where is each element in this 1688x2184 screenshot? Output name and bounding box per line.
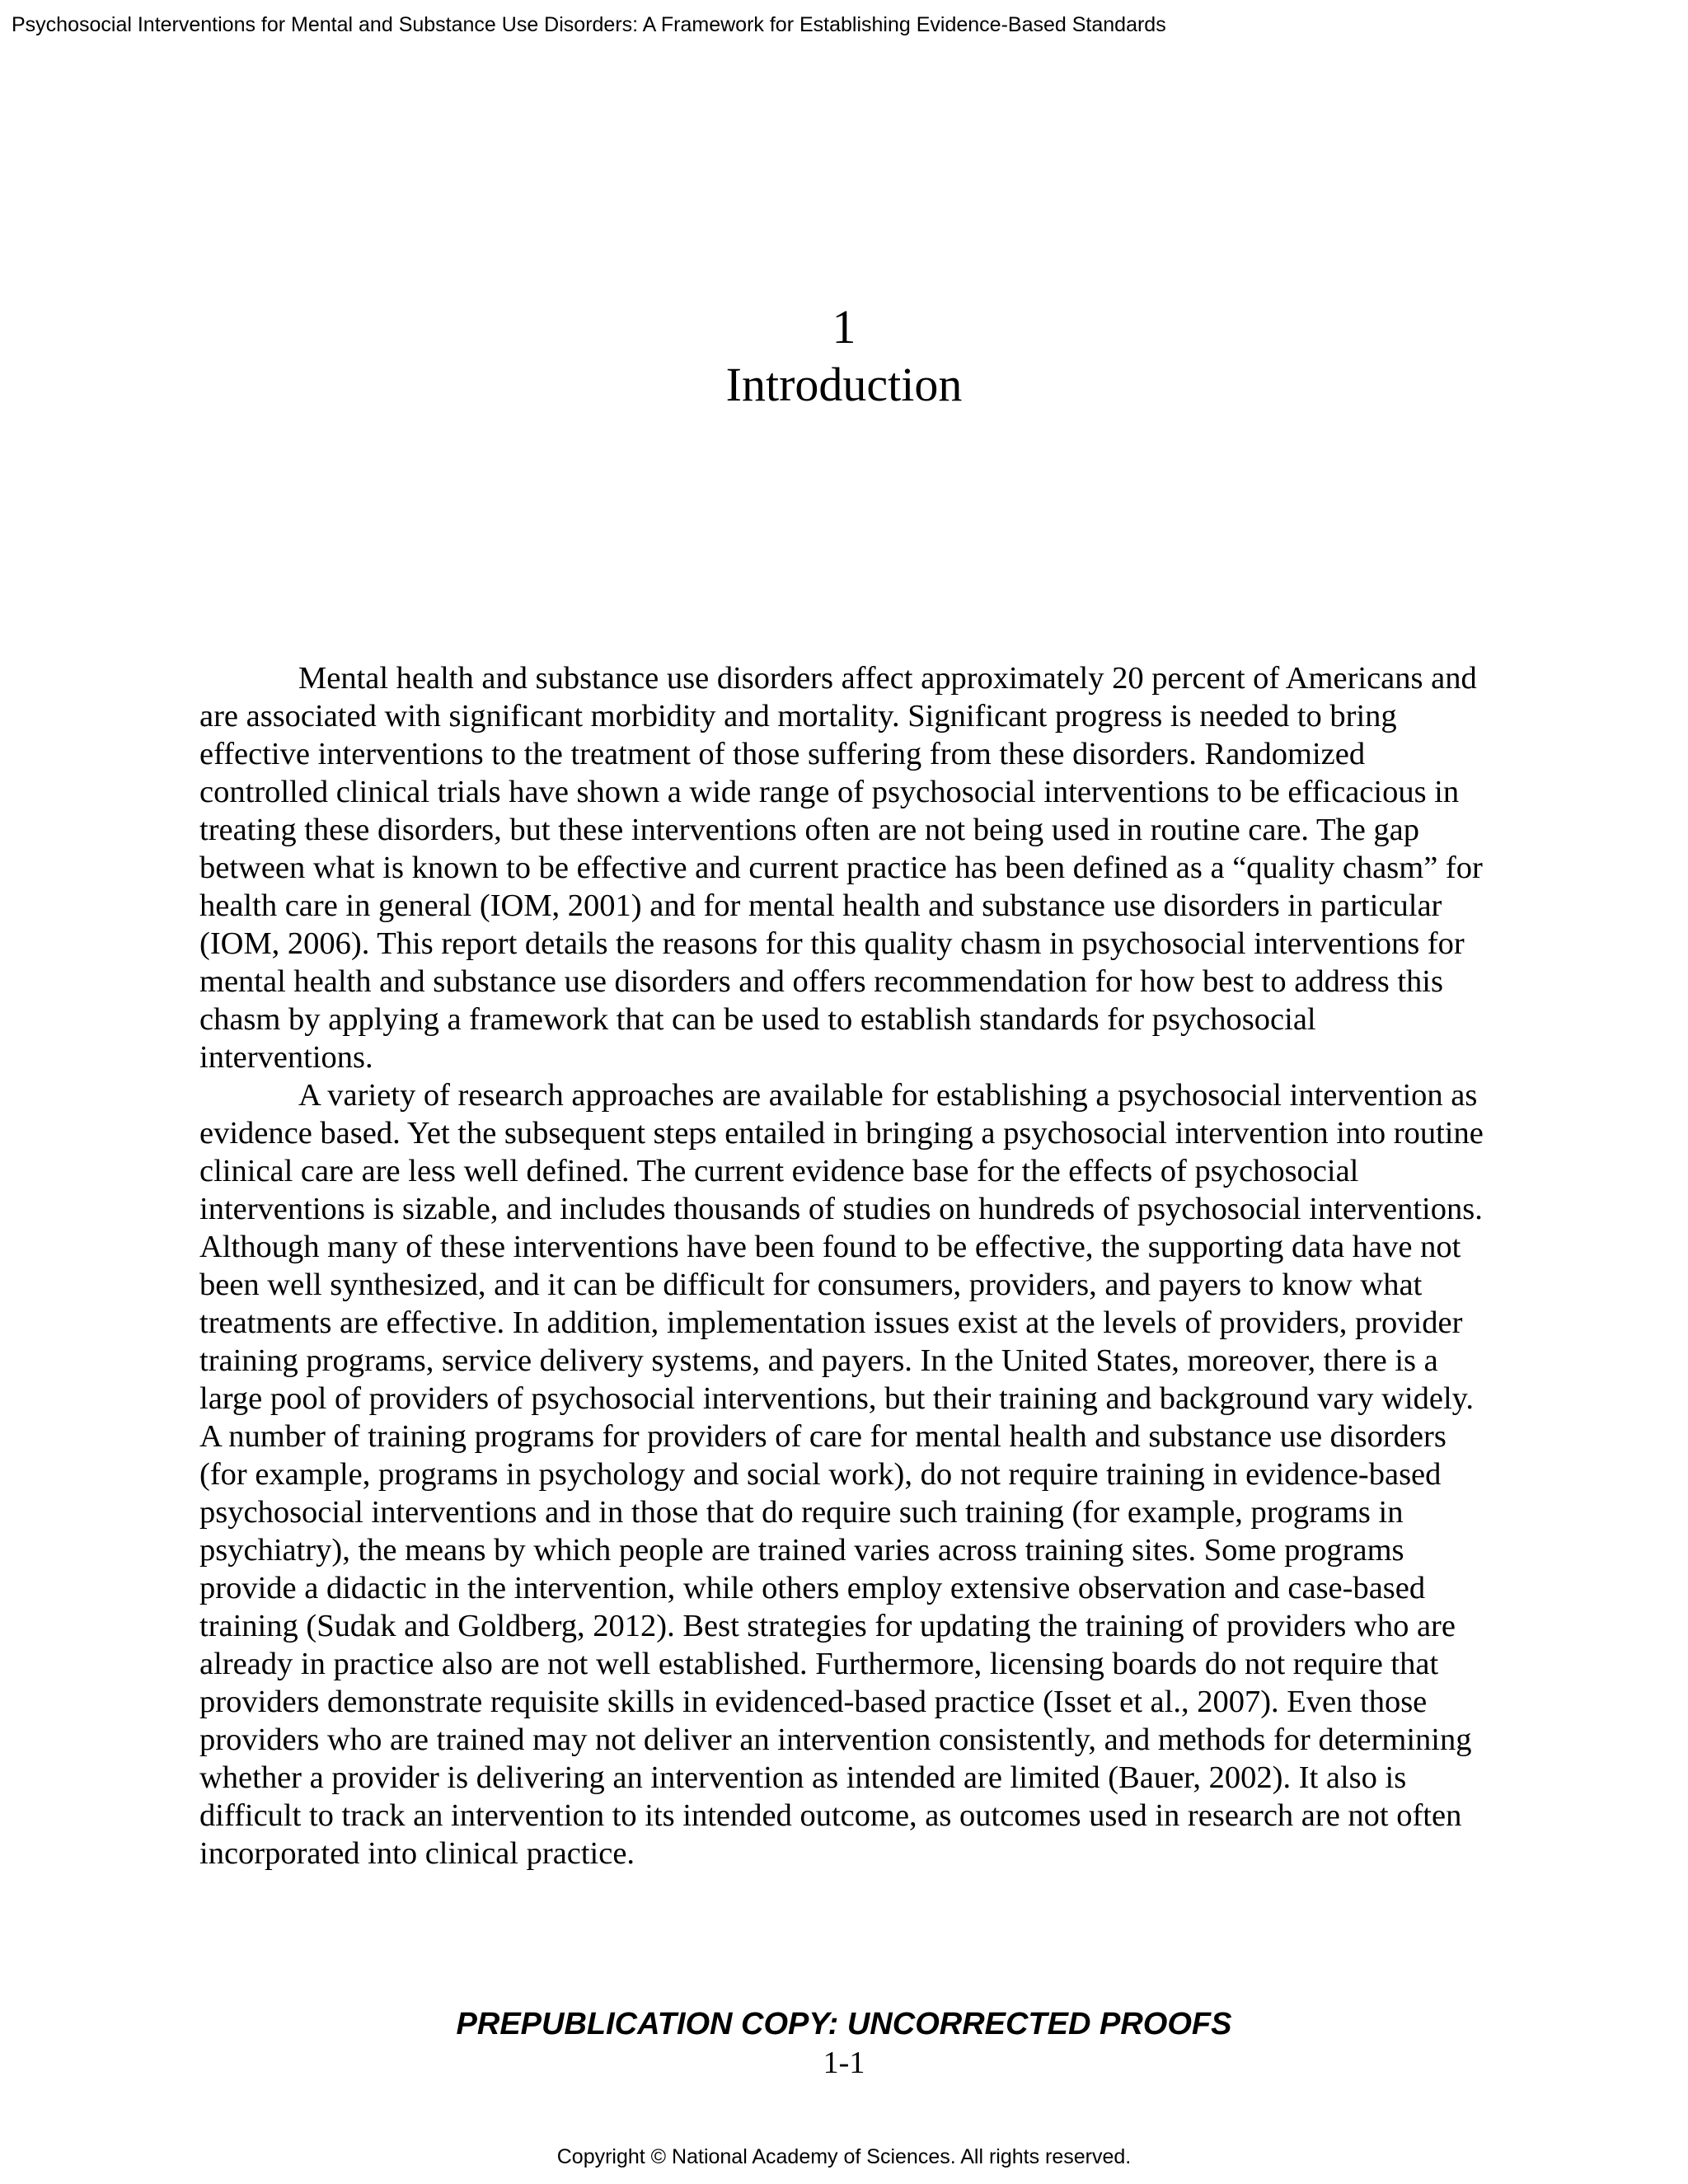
chapter-title: Introduction xyxy=(725,358,963,411)
page-number: 1-1 xyxy=(823,2046,865,2080)
chapter-number: 1 xyxy=(832,300,856,354)
chapter-heading xyxy=(0,298,1688,414)
copyright-notice: Copyright © National Academy of Sciences. All rights reserved. xyxy=(556,2145,1132,2168)
running-header: Psychosocial Interventions for Mental and Substance Use Disorders: A Framework for Establishing Evidence-Based Standards xyxy=(12,13,1166,36)
paragraph: A variety of research approaches are available for establishing a psychosocial intervention as evidence based. Yet the subsequent steps entailed in bringing a psychosocial intervention into routine clinical care are less well defined. The current evidence base for the effects of psychosocial interventions is sizable, and includes thousands of studies on hundreds of psychosocial interventions. Although many of these interventions have been found to be effective, the supporting data have not been well synthesized, and it can be difficult for consumers, providers, and payers to know what treatments are effective. In addition, implementation issues exist at the levels of providers, provider training programs, service delivery systems, and payers. In the United States, moreover, there is a large pool of providers of psychosocial interventions, but their training and background vary widely. A number of training programs for providers of care for mental health and substance use disorders (for example, programs in psychology and social work), do not require training in evidence-based psychosocial interventions and in those that do require such training (for example, programs in psychiatry), the means by which people are trained varies across training sites. Some programs provide a didactic in the intervention, while others employ extensive observation and case-based training (Sudak and Goldberg, 2012). Best strategies for updating the training of providers who are already in practice also are not well established. Furthermore, licensing boards do not require that providers demonstrate requisite skills in evidenced-based practice (Isset et al., 2007). Even those providers who are trained may not deliver an intervention consistently, and methods for determining whether a provider is delivering an intervention as intended are limited (Bauer, 2002). It also is difficult to track an intervention to its intended outcome, as outcomes used in research are not often incorporated into clinical practice. xyxy=(199,1078,1484,1871)
paragraph: Mental health and substance use disorders affect approximately 20 percent of Americans and are associated with significant morbidity and mortality. Significant progress is needed to bring effective interventions to the treatment of those suffering from these disorders. Randomized controlled clinical trials have shown a wide range of psychosocial interventions to be efficacious in treating these disorders, but these interventions often are not being used in routine care. The gap between what is known to be effective and current practice has been defined as a “quality chasm” for health care in general (IOM, 2001) and for mental health and substance use disorders in particular (IOM, 2006). This report details the reasons for this quality chasm in psychosocial interventions for mental health and substance use disorders and offers recommendation for how best to address this chasm by applying a framework that can be used to establish standards for psychosocial interventions. xyxy=(199,661,1483,1075)
prepublication-notice: PREPUBLICATION COPY: UNCORRECTED PROOFS xyxy=(456,2007,1232,2041)
body-text xyxy=(199,659,1492,1872)
